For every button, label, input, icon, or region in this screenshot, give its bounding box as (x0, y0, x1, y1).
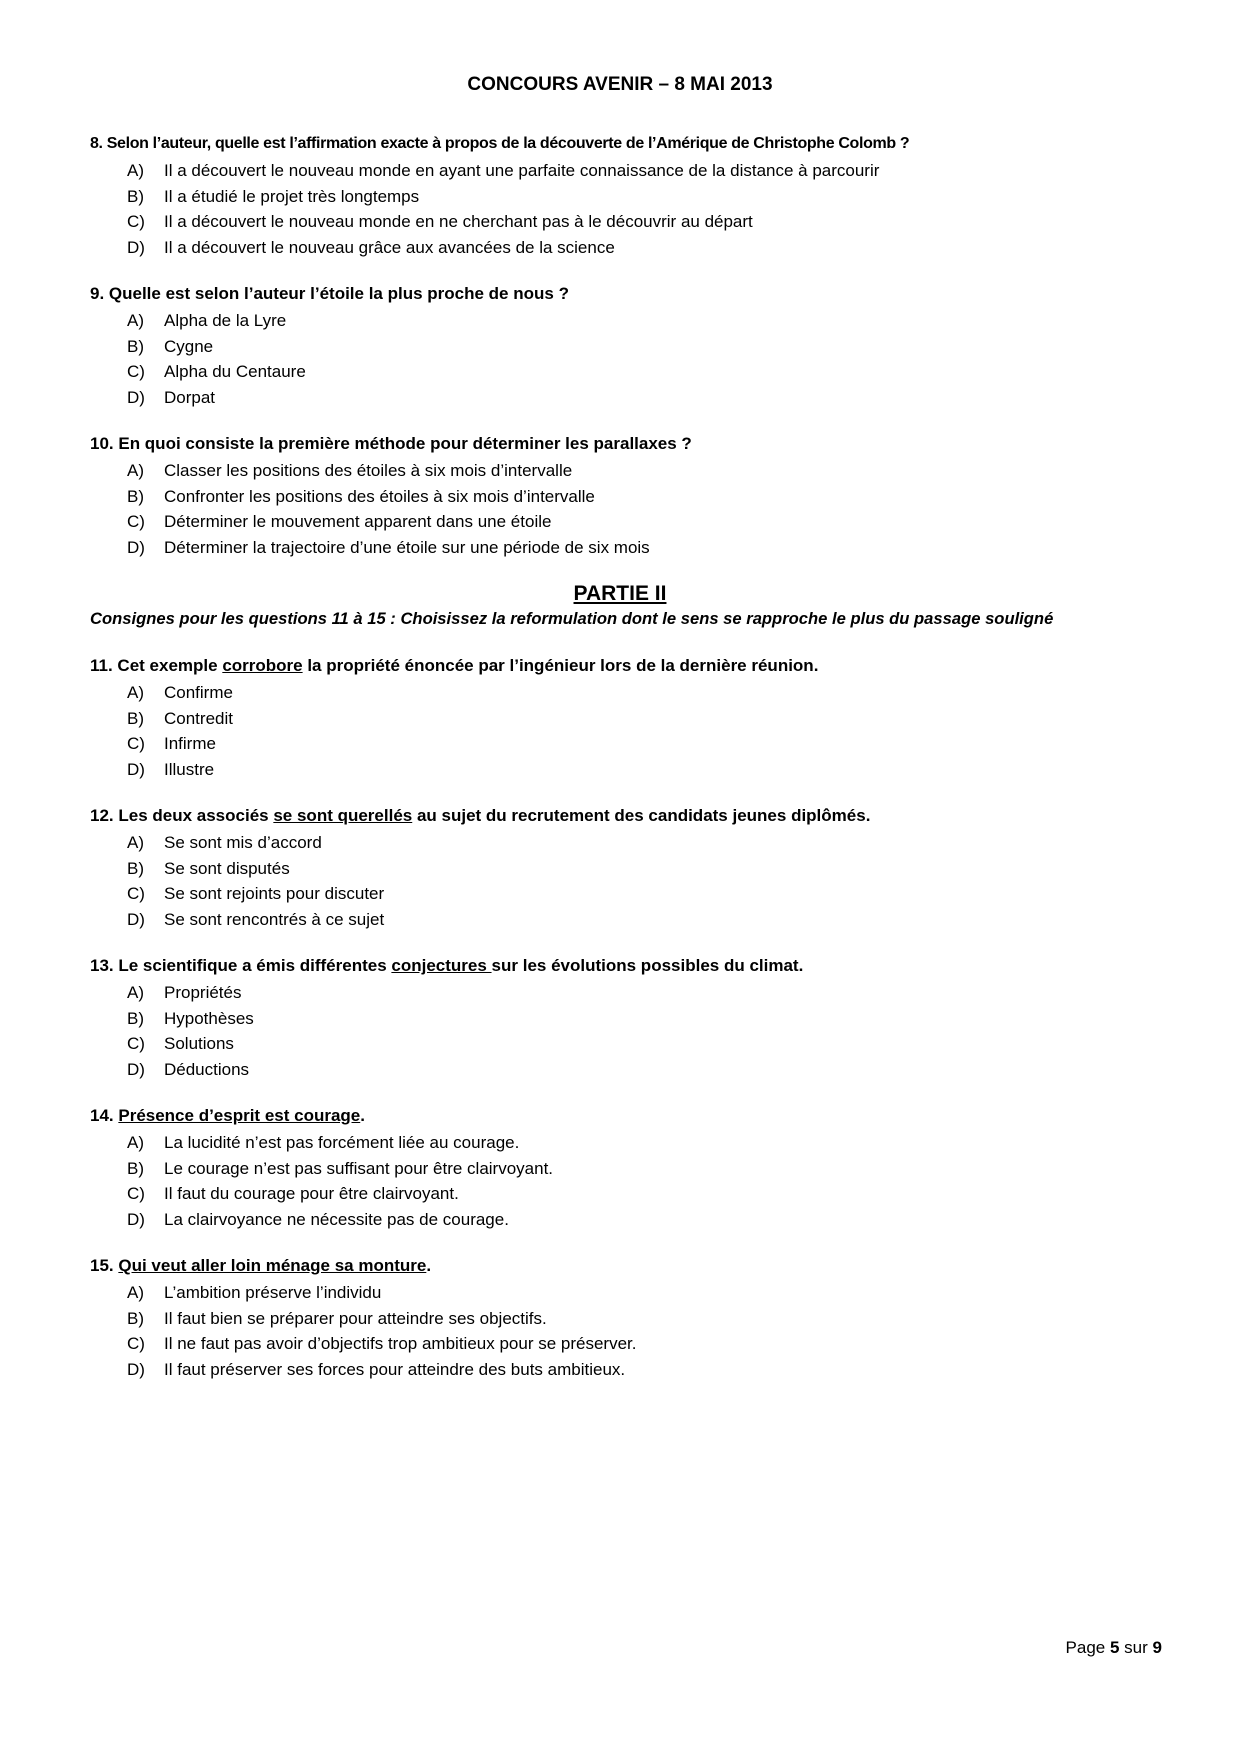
section-heading: PARTIE II (573, 582, 667, 605)
answer-option (90, 881, 1170, 907)
option-letter: B) (127, 1308, 144, 1328)
underlined-passage: Qui veut aller loin ménage sa monture (118, 1256, 427, 1275)
page-title: CONCOURS AVENIR – 8 MAI 2013 (467, 74, 773, 95)
question-text-end: au sujet du recrutement des candidats jeunes diplômés. (412, 806, 871, 825)
option-letter: D) (127, 909, 145, 929)
answer-option (90, 235, 1170, 261)
answer-option (90, 1031, 1170, 1057)
option-letter: B) (127, 1158, 144, 1178)
underlined-passage: se sont querellés (273, 806, 413, 825)
option-letter: C) (127, 1034, 145, 1053)
answer-option (90, 680, 1170, 706)
answer-option (90, 359, 1170, 385)
question-15 (90, 1254, 1170, 1382)
answer-option (90, 1156, 1170, 1182)
option-letter: D) (127, 759, 145, 779)
option-text: Dorpat (164, 387, 216, 407)
answer-option (90, 980, 1170, 1006)
question-text (90, 654, 1170, 678)
underlined-passage: Présence d’esprit est courage (118, 1106, 361, 1125)
option-text: Déductions (164, 1059, 250, 1079)
option-text: Se sont mis d’accord (164, 833, 322, 852)
question-text (90, 1254, 1170, 1278)
answer-option (90, 1057, 1170, 1083)
question-text-start: 14. (90, 1106, 119, 1125)
option-text: Alpha de la Lyre (164, 311, 287, 330)
option-letter: A) (127, 1283, 144, 1302)
page-footer (1066, 1638, 1162, 1658)
question-text-end: la propriété énoncée par l’ingénieur lors de la dernière réunion. (302, 656, 819, 675)
option-text: Se sont rencontrés à ce sujet (164, 909, 385, 929)
question-text-end: sur les évolutions possibles du climat. (491, 956, 804, 975)
question-text: 10. En quoi consiste la première méthode pour déterminer les parallaxes ? (90, 434, 692, 453)
option-letter: A) (127, 161, 144, 180)
answer-option (90, 706, 1170, 732)
option-letter: B) (127, 336, 144, 356)
answer-options (90, 458, 1170, 560)
option-text: Il faut préserver ses forces pour atteindre des buts ambitieux. (164, 1359, 626, 1379)
question-8 (90, 132, 1170, 260)
option-text: Se sont disputés (164, 858, 290, 878)
option-text: Déterminer la trajectoire d’une étoile sur une période de six mois (164, 537, 650, 557)
question-13 (90, 954, 1170, 1082)
answer-option (90, 1130, 1170, 1156)
answer-options (90, 158, 1170, 260)
total-pages: 9 (1152, 1638, 1162, 1657)
answer-option (90, 830, 1170, 856)
answer-option (90, 1181, 1170, 1207)
answer-options (90, 308, 1170, 410)
question-10 (90, 432, 1170, 560)
option-text: Contredit (164, 708, 233, 728)
option-letter: A) (127, 683, 144, 702)
option-letter: A) (127, 1133, 144, 1152)
question-text-end: . (426, 1256, 432, 1275)
answer-option (90, 385, 1170, 411)
section-instructions: Consignes pour les questions 11 à 15 : Choisissez la reformulation dont le sens se rapproche le plus du passage souligné (90, 609, 1054, 628)
option-text: Alpha du Centaure (164, 362, 306, 381)
option-letter: A) (127, 833, 144, 852)
question-9 (90, 282, 1170, 410)
question-text-end: . (360, 1106, 365, 1125)
option-text: Le courage n’est pas suffisant pour être clairvoyant. (164, 1158, 554, 1178)
option-text: Il a découvert le nouveau grâce aux avancées de la science (164, 237, 615, 257)
answer-option (90, 1006, 1170, 1032)
option-text: Cygne (164, 336, 214, 356)
option-letter: C) (127, 362, 145, 381)
answer-option (90, 1280, 1170, 1306)
option-letter: D) (127, 1209, 145, 1229)
answer-option (90, 308, 1170, 334)
answer-option (90, 535, 1170, 561)
option-text: Propriétés (164, 983, 242, 1002)
option-letter: B) (127, 486, 144, 506)
answer-option (90, 184, 1170, 210)
option-text: Hypothèses (164, 1008, 254, 1028)
answer-option (90, 209, 1170, 235)
answer-options (90, 1130, 1170, 1232)
option-text: Il faut du courage pour être clairvoyant. (164, 1184, 459, 1203)
answer-option (90, 158, 1170, 184)
question-text: 8. Selon l’auteur, quelle est l’affirmation exacte à propos de la découverte de l’Amérique de Christophe Colomb ? (90, 135, 910, 152)
option-text: La lucidité n’est pas forcément liée au courage. (164, 1133, 520, 1152)
option-letter: C) (127, 734, 145, 753)
option-letter: B) (127, 858, 144, 878)
answer-option (90, 1357, 1170, 1383)
question-text-start: 11. Cet exemple (90, 656, 223, 675)
option-letter: D) (127, 387, 145, 407)
answer-options (90, 830, 1170, 932)
option-text: Déterminer le mouvement apparent dans une étoile (164, 512, 552, 531)
option-letter: C) (127, 884, 145, 903)
question-text-start: 12. Les deux associés (90, 806, 274, 825)
answer-option (90, 856, 1170, 882)
document-body (90, 132, 1170, 1404)
option-text: Solutions (164, 1034, 234, 1053)
option-letter: D) (127, 1059, 145, 1079)
answer-options (90, 980, 1170, 1082)
option-letter: C) (127, 1334, 145, 1353)
option-text: Classer les positions des étoiles à six mois d’intervalle (164, 461, 573, 480)
option-text: Infirme (164, 734, 216, 753)
underlined-passage: corrobore (222, 656, 303, 675)
question-11 (90, 654, 1170, 782)
option-letter: A) (127, 461, 144, 480)
option-text: Se sont rejoints pour discuter (164, 884, 385, 903)
page-number: 5 (1109, 1638, 1120, 1657)
option-letter: B) (127, 708, 144, 728)
option-letter: B) (127, 1008, 144, 1028)
question-14 (90, 1104, 1170, 1232)
option-letter: D) (127, 237, 145, 257)
option-letter: C) (127, 1184, 145, 1203)
option-text: Confirme (164, 683, 233, 702)
question-text-start: 13. Le scientifique a émis différentes (90, 956, 392, 975)
option-text: Confronter les positions des étoiles à six mois d’intervalle (164, 486, 595, 506)
option-text: Il faut bien se préparer pour atteindre ses objectifs. (164, 1308, 547, 1328)
page-label: Page (1065, 1638, 1106, 1657)
question-12 (90, 804, 1170, 932)
option-letter: D) (127, 537, 145, 557)
option-text: La clairvoyance ne nécessite pas de courage. (164, 1209, 509, 1229)
answer-option (90, 509, 1170, 535)
answer-options (90, 680, 1170, 782)
option-letter: C) (127, 212, 145, 231)
option-letter: C) (127, 512, 145, 531)
answer-option (90, 334, 1170, 360)
question-text-start: 15. (90, 1256, 119, 1275)
option-text: Il a étudié le projet très longtemps (164, 186, 420, 206)
answer-option (90, 731, 1170, 757)
answer-option (90, 484, 1170, 510)
answer-option (90, 1207, 1170, 1233)
underlined-passage: conjectures (391, 956, 492, 975)
answer-option (90, 458, 1170, 484)
answer-option (90, 1331, 1170, 1357)
option-letter: B) (127, 186, 144, 206)
sur-label: sur (1124, 1638, 1148, 1657)
answer-option (90, 757, 1170, 783)
option-letter: A) (127, 983, 144, 1002)
answer-option (90, 1306, 1170, 1332)
option-letter: A) (127, 311, 144, 330)
question-text (90, 1104, 1170, 1128)
question-text: 9. Quelle est selon l’auteur l’étoile la plus proche de nous ? (90, 284, 569, 303)
option-text: Il a découvert le nouveau monde en ayant une parfaite connaissance de la distance à parcourir (164, 161, 880, 180)
answer-option (90, 907, 1170, 933)
option-text: L’ambition préserve l’individu (164, 1283, 382, 1302)
answer-options (90, 1280, 1170, 1382)
question-text (90, 954, 1170, 978)
question-text (90, 804, 1170, 828)
option-letter: D) (127, 1359, 145, 1379)
option-text: Illustre (164, 759, 215, 779)
option-text: Il ne faut pas avoir d’objectifs trop ambitieux pour se préserver. (164, 1334, 637, 1353)
option-text: Il a découvert le nouveau monde en ne cherchant pas à le découvrir au départ (164, 212, 753, 231)
